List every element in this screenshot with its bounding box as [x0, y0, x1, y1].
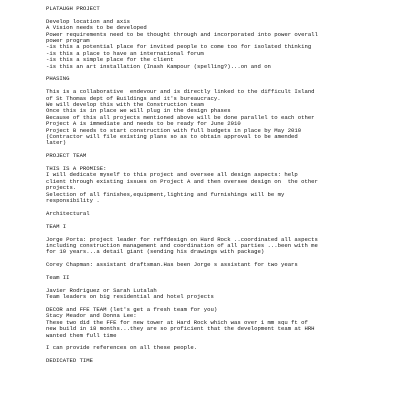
text-line: Project A is immediate and needs to be ready for June 2010: [46, 120, 241, 128]
paragraph: [46, 224, 400, 230]
text-line: This is a collaborative endevour and is directly linked to the difficult Island: [46, 88, 315, 96]
text-line: We will develop this with the Construction team: [46, 101, 204, 109]
text-line: Team leaders on big residential and hotel projects: [46, 293, 214, 301]
paragraph: [46, 211, 400, 217]
text-line: wanted them full time: [46, 331, 117, 339]
text-line: Corey Chapman: assistant draftsman.Has been Jorge s assistant for two years: [46, 261, 298, 269]
text-line: power program: [46, 37, 90, 45]
paragraph: [46, 19, 400, 70]
text-line: DEDICATED TIME: [46, 357, 93, 365]
paragraph: [46, 166, 400, 204]
paragraph: [46, 237, 400, 256]
paragraph: [46, 262, 400, 268]
text-line: for 10 years...a detail giant (sending his drawings with package): [46, 248, 265, 256]
text-line: including construction management and coordination of all parties ...been with me: [46, 241, 318, 249]
paragraph: [46, 345, 400, 351]
paragraph: [46, 76, 400, 82]
text-line: PHASING: [46, 75, 70, 83]
text-line: Project B needs to start construction with full budgets in place by May 2010: [46, 126, 302, 134]
text-line: THIS IS A PROMISE:: [46, 165, 107, 173]
text-line: Team II: [46, 273, 70, 281]
text-line: PLATAUGH PROJECT: [46, 5, 100, 12]
text-line: Architectural: [46, 209, 90, 217]
text-line: I will dedicate myself to this project and oversee all design aspects: help: [46, 171, 298, 179]
text-line: responsibility .: [46, 197, 100, 205]
text-line: These two did the FFE for new tower at Hard Rock which was over 1 mm squ ft of: [46, 318, 308, 326]
text-line: later): [46, 139, 67, 147]
paragraph: [46, 6, 400, 12]
text-line: TEAM I: [46, 222, 67, 230]
text-line: Stacy Meador and Donna Lee:: [46, 312, 137, 320]
paragraph: [46, 275, 400, 281]
text-line: -is this an art installation (Inash Kampour (spelling?)...on and on: [46, 62, 271, 70]
text-line: PROJECT TEAM: [46, 152, 87, 160]
text-line: client through existing issues on Project A and then oversee design on the other: [46, 177, 318, 185]
text-line: A Vision needs to be developed: [46, 24, 147, 32]
text-line: Power requirements need to be thought through and incorporated into power overall: [46, 30, 318, 38]
text-line: Selection of all finishes,equipment,lighting and furnishings will be my: [46, 190, 285, 198]
text-line: of St Thomas dept of Buildings and it's bureaucracy.: [46, 94, 221, 102]
paragraph: [46, 89, 400, 147]
text-line: -is this a simple place for the client: [46, 56, 174, 64]
paragraph: [46, 358, 400, 364]
text-line: projects.: [46, 184, 77, 192]
text-line: Jorge Porta: project leader for reffdesign on Hard Rock ..coordinated all aspects: [46, 235, 318, 243]
text-line: -is this a potential place for invited people to come too for isolated thinking: [46, 43, 312, 51]
text-line: Because of this all projects mentioned above will be done parallel to each other: [46, 113, 315, 121]
text-line: Once this is in place we will plug in the design phases: [46, 107, 231, 115]
text-line: Develop location and axis: [46, 17, 130, 25]
paragraph: [46, 288, 400, 301]
paragraph: [46, 153, 400, 159]
text-line: I can provide references on all these people.: [46, 344, 198, 352]
text-line: Javier Rodriguez or Sarah Lutalah: [46, 286, 157, 294]
text-line: (Contractor will file existing plans so as to obtain approval to be amended: [46, 133, 298, 141]
paragraph: [46, 307, 400, 339]
text-line: DECOR and FFE TEAM (let's get a fresh team for you): [46, 305, 218, 313]
text-line: -is this a place to have an international forum: [46, 49, 204, 57]
text-line: new build in 18 months...they are so proficient that the development team at HRH: [46, 325, 315, 333]
